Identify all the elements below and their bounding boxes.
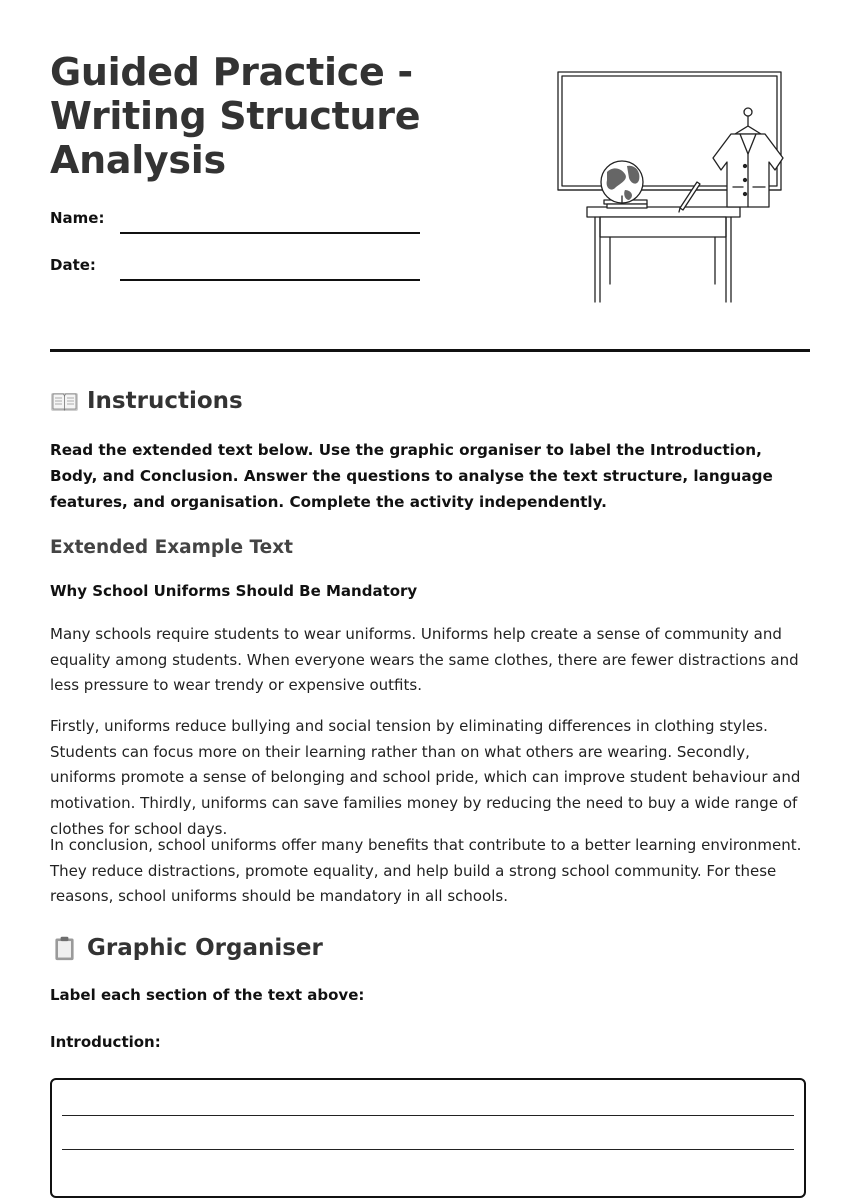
date-input-line[interactable]: [120, 279, 420, 281]
clipboard-icon: [50, 935, 79, 961]
name-field: [50, 206, 420, 236]
answer-line[interactable]: [62, 1149, 794, 1150]
example-heading: Extended Example Text: [50, 537, 293, 558]
instructions-heading: [50, 388, 243, 414]
example-paragraph-body: Firstly, uniforms reduce bullying and social tension by eliminating differences in clothing styles. Students can focus more on their learning rather than on what others are wearing. Secondly, uniforms promote a sense of belonging and school pride, which can improve student behaviour and motivation. Thirdly, uniforms can save families money by reducing the need to buy a wide range of clothes for school days.: [50, 717, 801, 838]
instructions-heading-label: Instructions: [87, 388, 243, 414]
organiser-heading-label: Graphic Organiser: [87, 935, 323, 961]
example-paragraph-introduction: Many schools require students to wear uniforms. Uniforms help create a sense of community and equality among students. When everyone wears the same clothes, there are fewer distractions and less pressure to wear trendy or expensive outfits.: [50, 625, 799, 695]
open-book-icon: [50, 388, 79, 414]
answer-line[interactable]: [62, 1115, 794, 1116]
worksheet-page: [50, 0, 810, 1051]
worksheet-header: [50, 0, 810, 352]
classroom-illustration: [555, 62, 795, 312]
date-label: Date:: [50, 256, 96, 274]
date-field: [50, 253, 420, 283]
organiser-prompt: Label each section of the text above:: [50, 986, 365, 1004]
name-input-line[interactable]: [120, 232, 420, 234]
example-paragraph-conclusion: In conclusion, school uniforms offer many benefits that contribute to a better learning environment. They reduce distractions, promote equality, and help build a strong school community. For these reasons, school uniforms should be mandatory in all schools.: [50, 836, 802, 906]
name-label: Name:: [50, 209, 105, 227]
introduction-label: Introduction:: [50, 1033, 161, 1051]
example-title: Why School Uniforms Should Be Mandatory: [50, 582, 418, 600]
page-title: Guided Practice - Writing Structure Analysis: [50, 50, 421, 182]
instructions-text: Read the extended text below. Use the graphic organiser to label the Introduction, Body, and Conclusion. Answer the questions to analyse the text structure, language features, and organisation. Complete the activity independently.: [50, 441, 773, 511]
introduction-answer-box[interactable]: [50, 1078, 806, 1198]
organiser-heading: [50, 935, 323, 961]
header-divider: [50, 349, 810, 352]
